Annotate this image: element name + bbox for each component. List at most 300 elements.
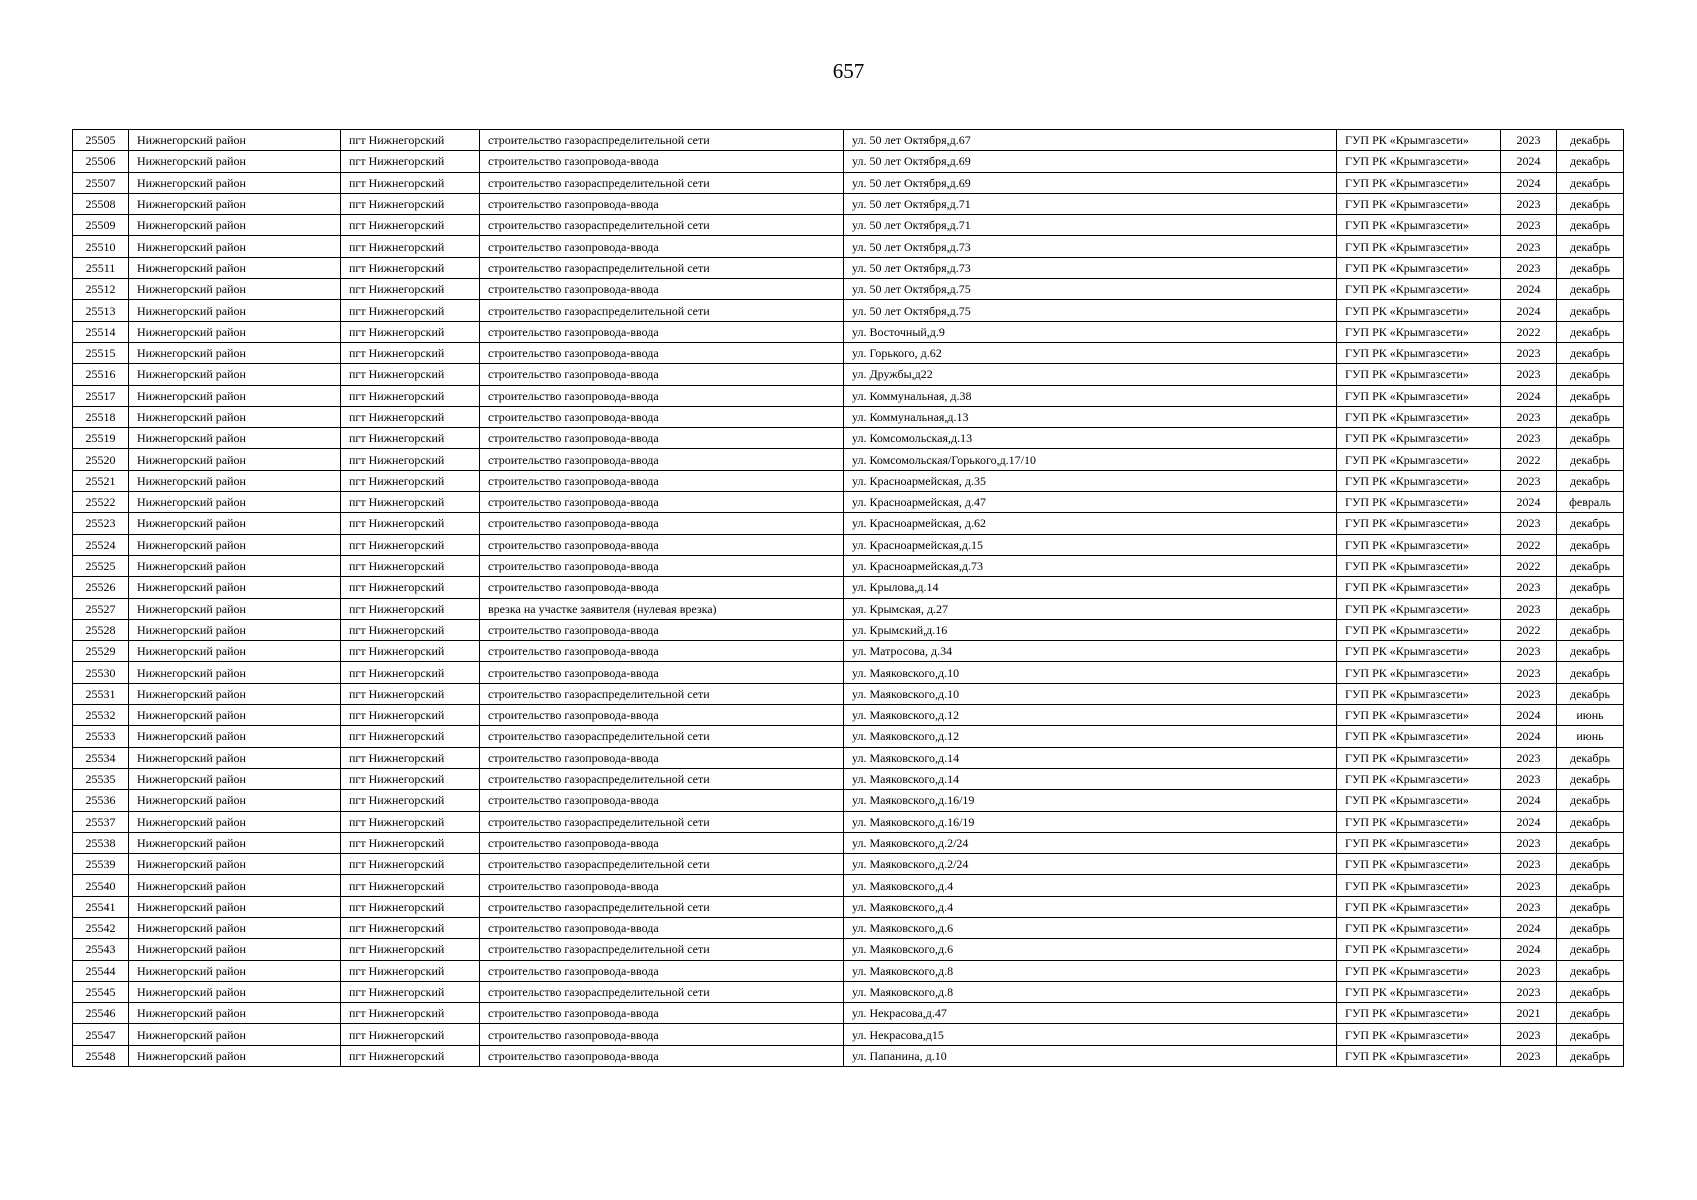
- table-row: [73, 172, 1624, 193]
- address-cell: ул. Коммунальная,д.13: [844, 406, 1337, 427]
- year-cell: 2024: [1501, 151, 1557, 172]
- work-type-cell: строительство газопровода-ввода: [480, 1003, 844, 1024]
- district-cell: Нижнегорский район: [129, 513, 341, 534]
- year-cell: 2023: [1501, 1045, 1557, 1066]
- district-cell: Нижнегорский район: [129, 598, 341, 619]
- record-number-cell: 25514: [73, 321, 129, 342]
- organization-cell: ГУП РК «Крымгазсети»: [1337, 449, 1501, 470]
- year-cell: 2023: [1501, 193, 1557, 214]
- month-cell: декабрь: [1557, 747, 1624, 768]
- district-cell: Нижнегорский район: [129, 896, 341, 917]
- work-type-cell: строительство газопровода-ввода: [480, 1024, 844, 1045]
- table-row: [73, 406, 1624, 427]
- record-number-cell: 25535: [73, 768, 129, 789]
- district-cell: Нижнегорский район: [129, 130, 341, 151]
- table-row: [73, 811, 1624, 832]
- organization-cell: ГУП РК «Крымгазсети»: [1337, 768, 1501, 789]
- address-cell: ул. Комсомольская,д.13: [844, 428, 1337, 449]
- district-cell: Нижнегорский район: [129, 172, 341, 193]
- organization-cell: ГУП РК «Крымгазсети»: [1337, 534, 1501, 555]
- year-cell: 2023: [1501, 896, 1557, 917]
- address-cell: ул. 50 лет Октября,д.71: [844, 193, 1337, 214]
- settlement-cell: пгт Нижнегорский: [341, 534, 480, 555]
- table-row: [73, 151, 1624, 172]
- year-cell: 2024: [1501, 492, 1557, 513]
- record-number-cell: 25536: [73, 790, 129, 811]
- record-number-cell: 25505: [73, 130, 129, 151]
- settlement-cell: пгт Нижнегорский: [341, 364, 480, 385]
- year-cell: 2023: [1501, 470, 1557, 491]
- organization-cell: ГУП РК «Крымгазсети»: [1337, 811, 1501, 832]
- month-cell: декабрь: [1557, 193, 1624, 214]
- month-cell: декабрь: [1557, 939, 1624, 960]
- settlement-cell: пгт Нижнегорский: [341, 747, 480, 768]
- work-type-cell: строительство газораспределительной сети: [480, 896, 844, 917]
- settlement-cell: пгт Нижнегорский: [341, 981, 480, 1002]
- work-type-cell: строительство газопровода-ввода: [480, 555, 844, 576]
- month-cell: декабрь: [1557, 534, 1624, 555]
- work-type-cell: строительство газопровода-ввода: [480, 470, 844, 491]
- settlement-cell: пгт Нижнегорский: [341, 151, 480, 172]
- organization-cell: ГУП РК «Крымгазсети»: [1337, 960, 1501, 981]
- table-row: [73, 385, 1624, 406]
- record-number-cell: 25540: [73, 875, 129, 896]
- year-cell: 2023: [1501, 832, 1557, 853]
- year-cell: 2023: [1501, 428, 1557, 449]
- district-cell: Нижнегорский район: [129, 683, 341, 704]
- gas-connection-register-table: [72, 129, 1624, 1067]
- table-row: [73, 726, 1624, 747]
- district-cell: Нижнегорский район: [129, 662, 341, 683]
- record-number-cell: 25542: [73, 917, 129, 938]
- work-type-cell: строительство газораспределительной сети: [480, 981, 844, 1002]
- table-body: [73, 130, 1624, 1067]
- address-cell: ул. Восточный,д.9: [844, 321, 1337, 342]
- work-type-cell: врезка на участке заявителя (нулевая врезка): [480, 598, 844, 619]
- year-cell: 2024: [1501, 300, 1557, 321]
- work-type-cell: строительство газопровода-ввода: [480, 449, 844, 470]
- table-row: [73, 534, 1624, 555]
- address-cell: ул. Папанина, д.10: [844, 1045, 1337, 1066]
- work-type-cell: строительство газораспределительной сети: [480, 257, 844, 278]
- work-type-cell: строительство газораспределительной сети: [480, 854, 844, 875]
- month-cell: декабрь: [1557, 130, 1624, 151]
- work-type-cell: строительство газопровода-ввода: [480, 492, 844, 513]
- table-row: [73, 449, 1624, 470]
- table-row: [73, 513, 1624, 534]
- year-cell: 2023: [1501, 747, 1557, 768]
- year-cell: 2023: [1501, 236, 1557, 257]
- address-cell: ул. Коммунальная, д.38: [844, 385, 1337, 406]
- district-cell: Нижнегорский район: [129, 768, 341, 789]
- work-type-cell: строительство газопровода-ввода: [480, 832, 844, 853]
- year-cell: 2023: [1501, 342, 1557, 363]
- organization-cell: ГУП РК «Крымгазсети»: [1337, 1024, 1501, 1045]
- year-cell: 2023: [1501, 875, 1557, 896]
- table-row: [73, 747, 1624, 768]
- table-row: [73, 1045, 1624, 1066]
- record-number-cell: 25528: [73, 619, 129, 640]
- record-number-cell: 25507: [73, 172, 129, 193]
- settlement-cell: пгт Нижнегорский: [341, 768, 480, 789]
- table-row: [73, 1003, 1624, 1024]
- year-cell: 2023: [1501, 1024, 1557, 1045]
- record-number-cell: 25527: [73, 598, 129, 619]
- address-cell: ул. Маяковского,д.10: [844, 662, 1337, 683]
- work-type-cell: строительство газораспределительной сети: [480, 939, 844, 960]
- month-cell: декабрь: [1557, 768, 1624, 789]
- organization-cell: ГУП РК «Крымгазсети»: [1337, 598, 1501, 619]
- year-cell: 2024: [1501, 172, 1557, 193]
- district-cell: Нижнегорский район: [129, 790, 341, 811]
- record-number-cell: 25521: [73, 470, 129, 491]
- month-cell: декабрь: [1557, 300, 1624, 321]
- organization-cell: ГУП РК «Крымгазсети»: [1337, 854, 1501, 875]
- record-number-cell: 25526: [73, 577, 129, 598]
- organization-cell: ГУП РК «Крымгазсети»: [1337, 619, 1501, 640]
- record-number-cell: 25511: [73, 257, 129, 278]
- month-cell: декабрь: [1557, 896, 1624, 917]
- district-cell: Нижнегорский район: [129, 300, 341, 321]
- address-cell: ул. Некрасова,д15: [844, 1024, 1337, 1045]
- organization-cell: ГУП РК «Крымгазсети»: [1337, 151, 1501, 172]
- address-cell: ул. Маяковского,д.8: [844, 960, 1337, 981]
- settlement-cell: пгт Нижнегорский: [341, 854, 480, 875]
- settlement-cell: пгт Нижнегорский: [341, 428, 480, 449]
- record-number-cell: 25532: [73, 705, 129, 726]
- district-cell: Нижнегорский район: [129, 534, 341, 555]
- work-type-cell: строительство газораспределительной сети: [480, 726, 844, 747]
- address-cell: ул. 50 лет Октября,д.69: [844, 172, 1337, 193]
- work-type-cell: строительство газопровода-ввода: [480, 385, 844, 406]
- settlement-cell: пгт Нижнегорский: [341, 683, 480, 704]
- settlement-cell: пгт Нижнегорский: [341, 492, 480, 513]
- year-cell: 2021: [1501, 1003, 1557, 1024]
- record-number-cell: 25517: [73, 385, 129, 406]
- organization-cell: ГУП РК «Крымгазсети»: [1337, 1003, 1501, 1024]
- district-cell: Нижнегорский район: [129, 151, 341, 172]
- year-cell: 2023: [1501, 981, 1557, 1002]
- district-cell: Нижнегорский район: [129, 321, 341, 342]
- year-cell: 2023: [1501, 257, 1557, 278]
- address-cell: ул. Красноармейская, д.47: [844, 492, 1337, 513]
- settlement-cell: пгт Нижнегорский: [341, 917, 480, 938]
- organization-cell: ГУП РК «Крымгазсети»: [1337, 193, 1501, 214]
- table-row: [73, 960, 1624, 981]
- table-row: [73, 619, 1624, 640]
- organization-cell: ГУП РК «Крымгазсети»: [1337, 279, 1501, 300]
- settlement-cell: пгт Нижнегорский: [341, 832, 480, 853]
- record-number-cell: 25520: [73, 449, 129, 470]
- month-cell: декабрь: [1557, 1045, 1624, 1066]
- settlement-cell: пгт Нижнегорский: [341, 1003, 480, 1024]
- work-type-cell: строительство газопровода-ввода: [480, 1045, 844, 1066]
- work-type-cell: строительство газопровода-ввода: [480, 662, 844, 683]
- record-number-cell: 25548: [73, 1045, 129, 1066]
- table-row: [73, 705, 1624, 726]
- settlement-cell: пгт Нижнегорский: [341, 875, 480, 896]
- table-row: [73, 236, 1624, 257]
- work-type-cell: строительство газопровода-ввода: [480, 534, 844, 555]
- settlement-cell: пгт Нижнегорский: [341, 449, 480, 470]
- month-cell: декабрь: [1557, 811, 1624, 832]
- organization-cell: ГУП РК «Крымгазсети»: [1337, 342, 1501, 363]
- page-number: 657: [832, 59, 865, 83]
- record-number-cell: 25525: [73, 555, 129, 576]
- table-row: [73, 321, 1624, 342]
- settlement-cell: пгт Нижнегорский: [341, 342, 480, 363]
- year-cell: 2023: [1501, 577, 1557, 598]
- settlement-cell: пгт Нижнегорский: [341, 598, 480, 619]
- work-type-cell: строительство газопровода-ввода: [480, 619, 844, 640]
- settlement-cell: пгт Нижнегорский: [341, 896, 480, 917]
- organization-cell: ГУП РК «Крымгазсети»: [1337, 257, 1501, 278]
- settlement-cell: пгт Нижнегорский: [341, 1045, 480, 1066]
- district-cell: Нижнегорский район: [129, 555, 341, 576]
- settlement-cell: пгт Нижнегорский: [341, 215, 480, 236]
- organization-cell: ГУП РК «Крымгазсети»: [1337, 428, 1501, 449]
- year-cell: 2023: [1501, 215, 1557, 236]
- table-row: [73, 215, 1624, 236]
- organization-cell: ГУП РК «Крымгазсети»: [1337, 705, 1501, 726]
- district-cell: Нижнегорский район: [129, 619, 341, 640]
- year-cell: 2023: [1501, 130, 1557, 151]
- district-cell: Нижнегорский район: [129, 492, 341, 513]
- year-cell: 2023: [1501, 854, 1557, 875]
- organization-cell: ГУП РК «Крымгазсети»: [1337, 172, 1501, 193]
- record-number-cell: 25524: [73, 534, 129, 555]
- district-cell: Нижнегорский район: [129, 449, 341, 470]
- organization-cell: ГУП РК «Крымгазсети»: [1337, 641, 1501, 662]
- record-number-cell: 25523: [73, 513, 129, 534]
- record-number-cell: 25537: [73, 811, 129, 832]
- table-row: [73, 981, 1624, 1002]
- address-cell: ул. Маяковского,д.8: [844, 981, 1337, 1002]
- address-cell: ул. Маяковского,д.14: [844, 768, 1337, 789]
- month-cell: декабрь: [1557, 917, 1624, 938]
- work-type-cell: строительство газопровода-ввода: [480, 747, 844, 768]
- district-cell: Нижнегорский район: [129, 428, 341, 449]
- work-type-cell: строительство газораспределительной сети: [480, 300, 844, 321]
- work-type-cell: строительство газопровода-ввода: [480, 406, 844, 427]
- table-row: [73, 641, 1624, 662]
- address-cell: ул. 50 лет Октября,д.67: [844, 130, 1337, 151]
- district-cell: Нижнегорский район: [129, 577, 341, 598]
- organization-cell: ГУП РК «Крымгазсети»: [1337, 321, 1501, 342]
- address-cell: ул. Комсомольская/Горького,д.17/10: [844, 449, 1337, 470]
- organization-cell: ГУП РК «Крымгазсети»: [1337, 236, 1501, 257]
- district-cell: Нижнегорский район: [129, 1003, 341, 1024]
- year-cell: 2024: [1501, 917, 1557, 938]
- settlement-cell: пгт Нижнегорский: [341, 513, 480, 534]
- organization-cell: ГУП РК «Крымгазсети»: [1337, 662, 1501, 683]
- table-row: [73, 492, 1624, 513]
- settlement-cell: пгт Нижнегорский: [341, 172, 480, 193]
- record-number-cell: 25522: [73, 492, 129, 513]
- organization-cell: ГУП РК «Крымгазсети»: [1337, 790, 1501, 811]
- year-cell: 2022: [1501, 555, 1557, 576]
- organization-cell: ГУП РК «Крымгазсети»: [1337, 875, 1501, 896]
- table-row: [73, 279, 1624, 300]
- organization-cell: ГУП РК «Крымгазсети»: [1337, 492, 1501, 513]
- year-cell: 2024: [1501, 790, 1557, 811]
- district-cell: Нижнегорский район: [129, 279, 341, 300]
- organization-cell: ГУП РК «Крымгазсети»: [1337, 385, 1501, 406]
- district-cell: Нижнегорский район: [129, 257, 341, 278]
- organization-cell: ГУП РК «Крымгазсети»: [1337, 513, 1501, 534]
- work-type-cell: строительство газопровода-ввода: [480, 364, 844, 385]
- year-cell: 2023: [1501, 683, 1557, 704]
- table-row: [73, 939, 1624, 960]
- record-number-cell: 25533: [73, 726, 129, 747]
- settlement-cell: пгт Нижнегорский: [341, 577, 480, 598]
- district-cell: Нижнегорский район: [129, 726, 341, 747]
- table-row: [73, 768, 1624, 789]
- district-cell: Нижнегорский район: [129, 981, 341, 1002]
- table-row: [73, 598, 1624, 619]
- district-cell: Нижнегорский район: [129, 470, 341, 491]
- district-cell: Нижнегорский район: [129, 832, 341, 853]
- organization-cell: ГУП РК «Крымгазсети»: [1337, 917, 1501, 938]
- address-cell: ул. Некрасова,д.47: [844, 1003, 1337, 1024]
- month-cell: декабрь: [1557, 342, 1624, 363]
- record-number-cell: 25547: [73, 1024, 129, 1045]
- settlement-cell: пгт Нижнегорский: [341, 279, 480, 300]
- organization-cell: ГУП РК «Крымгазсети»: [1337, 215, 1501, 236]
- month-cell: декабрь: [1557, 364, 1624, 385]
- record-number-cell: 25531: [73, 683, 129, 704]
- work-type-cell: строительство газопровода-ввода: [480, 236, 844, 257]
- work-type-cell: строительство газопровода-ввода: [480, 705, 844, 726]
- month-cell: декабрь: [1557, 854, 1624, 875]
- settlement-cell: пгт Нижнегорский: [341, 130, 480, 151]
- year-cell: 2023: [1501, 641, 1557, 662]
- month-cell: февраль: [1557, 492, 1624, 513]
- organization-cell: ГУП РК «Крымгазсети»: [1337, 130, 1501, 151]
- year-cell: 2023: [1501, 364, 1557, 385]
- work-type-cell: строительство газопровода-ввода: [480, 342, 844, 363]
- district-cell: Нижнегорский район: [129, 939, 341, 960]
- table-row: [73, 832, 1624, 853]
- work-type-cell: строительство газораспределительной сети: [480, 172, 844, 193]
- work-type-cell: строительство газопровода-ввода: [480, 321, 844, 342]
- year-cell: 2023: [1501, 662, 1557, 683]
- settlement-cell: пгт Нижнегорский: [341, 555, 480, 576]
- district-cell: Нижнегорский район: [129, 236, 341, 257]
- district-cell: Нижнегорский район: [129, 811, 341, 832]
- record-number-cell: 25539: [73, 854, 129, 875]
- settlement-cell: пгт Нижнегорский: [341, 193, 480, 214]
- month-cell: декабрь: [1557, 151, 1624, 172]
- record-number-cell: 25545: [73, 981, 129, 1002]
- address-cell: ул. Красноармейская,д.15: [844, 534, 1337, 555]
- organization-cell: ГУП РК «Крымгазсети»: [1337, 939, 1501, 960]
- table-row: [73, 257, 1624, 278]
- month-cell: декабрь: [1557, 875, 1624, 896]
- table-row: [73, 342, 1624, 363]
- organization-cell: ГУП РК «Крымгазсети»: [1337, 832, 1501, 853]
- month-cell: декабрь: [1557, 832, 1624, 853]
- work-type-cell: строительство газопровода-ввода: [480, 193, 844, 214]
- work-type-cell: строительство газопровода-ввода: [480, 917, 844, 938]
- address-cell: ул. Маяковского,д.6: [844, 917, 1337, 938]
- settlement-cell: пгт Нижнегорский: [341, 321, 480, 342]
- table-row: [73, 555, 1624, 576]
- district-cell: Нижнегорский район: [129, 215, 341, 236]
- year-cell: 2023: [1501, 960, 1557, 981]
- record-number-cell: 25512: [73, 279, 129, 300]
- settlement-cell: пгт Нижнегорский: [341, 705, 480, 726]
- settlement-cell: пгт Нижнегорский: [341, 406, 480, 427]
- month-cell: декабрь: [1557, 513, 1624, 534]
- address-cell: ул. Маяковского,д.16/19: [844, 811, 1337, 832]
- district-cell: Нижнегорский район: [129, 193, 341, 214]
- address-cell: ул. Красноармейская, д.35: [844, 470, 1337, 491]
- address-cell: ул. Дружбы,д22: [844, 364, 1337, 385]
- district-cell: Нижнегорский район: [129, 641, 341, 662]
- month-cell: декабрь: [1557, 619, 1624, 640]
- address-cell: ул. Маяковского,д.10: [844, 683, 1337, 704]
- record-number-cell: 25543: [73, 939, 129, 960]
- address-cell: ул. Маяковского,д.14: [844, 747, 1337, 768]
- work-type-cell: строительство газопровода-ввода: [480, 641, 844, 662]
- organization-cell: ГУП РК «Крымгазсети»: [1337, 981, 1501, 1002]
- table-row: [73, 193, 1624, 214]
- month-cell: декабрь: [1557, 1003, 1624, 1024]
- month-cell: декабрь: [1557, 598, 1624, 619]
- district-cell: Нижнегорский район: [129, 705, 341, 726]
- organization-cell: ГУП РК «Крымгазсети»: [1337, 406, 1501, 427]
- address-cell: ул. Маяковского,д.4: [844, 875, 1337, 896]
- month-cell: декабрь: [1557, 428, 1624, 449]
- month-cell: декабрь: [1557, 960, 1624, 981]
- address-cell: ул. Маяковского,д.16/19: [844, 790, 1337, 811]
- address-cell: ул. Маяковского,д.12: [844, 705, 1337, 726]
- district-cell: Нижнегорский район: [129, 917, 341, 938]
- settlement-cell: пгт Нижнегорский: [341, 257, 480, 278]
- organization-cell: ГУП РК «Крымгазсети»: [1337, 747, 1501, 768]
- district-cell: Нижнегорский район: [129, 1045, 341, 1066]
- year-cell: 2024: [1501, 279, 1557, 300]
- table-row: [73, 790, 1624, 811]
- district-cell: Нижнегорский район: [129, 385, 341, 406]
- address-cell: ул. 50 лет Октября,д.73: [844, 236, 1337, 257]
- address-cell: ул. Красноармейская, д.62: [844, 513, 1337, 534]
- work-type-cell: строительство газораспределительной сети: [480, 811, 844, 832]
- table-row: [73, 917, 1624, 938]
- table-row: [73, 364, 1624, 385]
- organization-cell: ГУП РК «Крымгазсети»: [1337, 726, 1501, 747]
- month-cell: декабрь: [1557, 577, 1624, 598]
- month-cell: декабрь: [1557, 385, 1624, 406]
- year-cell: 2023: [1501, 406, 1557, 427]
- year-cell: 2022: [1501, 321, 1557, 342]
- record-number-cell: 25516: [73, 364, 129, 385]
- year-cell: 2024: [1501, 811, 1557, 832]
- month-cell: декабрь: [1557, 683, 1624, 704]
- settlement-cell: пгт Нижнегорский: [341, 662, 480, 683]
- address-cell: ул. 50 лет Октября,д.75: [844, 300, 1337, 321]
- table-row: [73, 577, 1624, 598]
- work-type-cell: строительство газораспределительной сети: [480, 130, 844, 151]
- record-number-cell: 25546: [73, 1003, 129, 1024]
- table-row: [73, 130, 1624, 151]
- record-number-cell: 25519: [73, 428, 129, 449]
- organization-cell: ГУП РК «Крымгазсети»: [1337, 1045, 1501, 1066]
- record-number-cell: 25541: [73, 896, 129, 917]
- record-number-cell: 25510: [73, 236, 129, 257]
- month-cell: декабрь: [1557, 257, 1624, 278]
